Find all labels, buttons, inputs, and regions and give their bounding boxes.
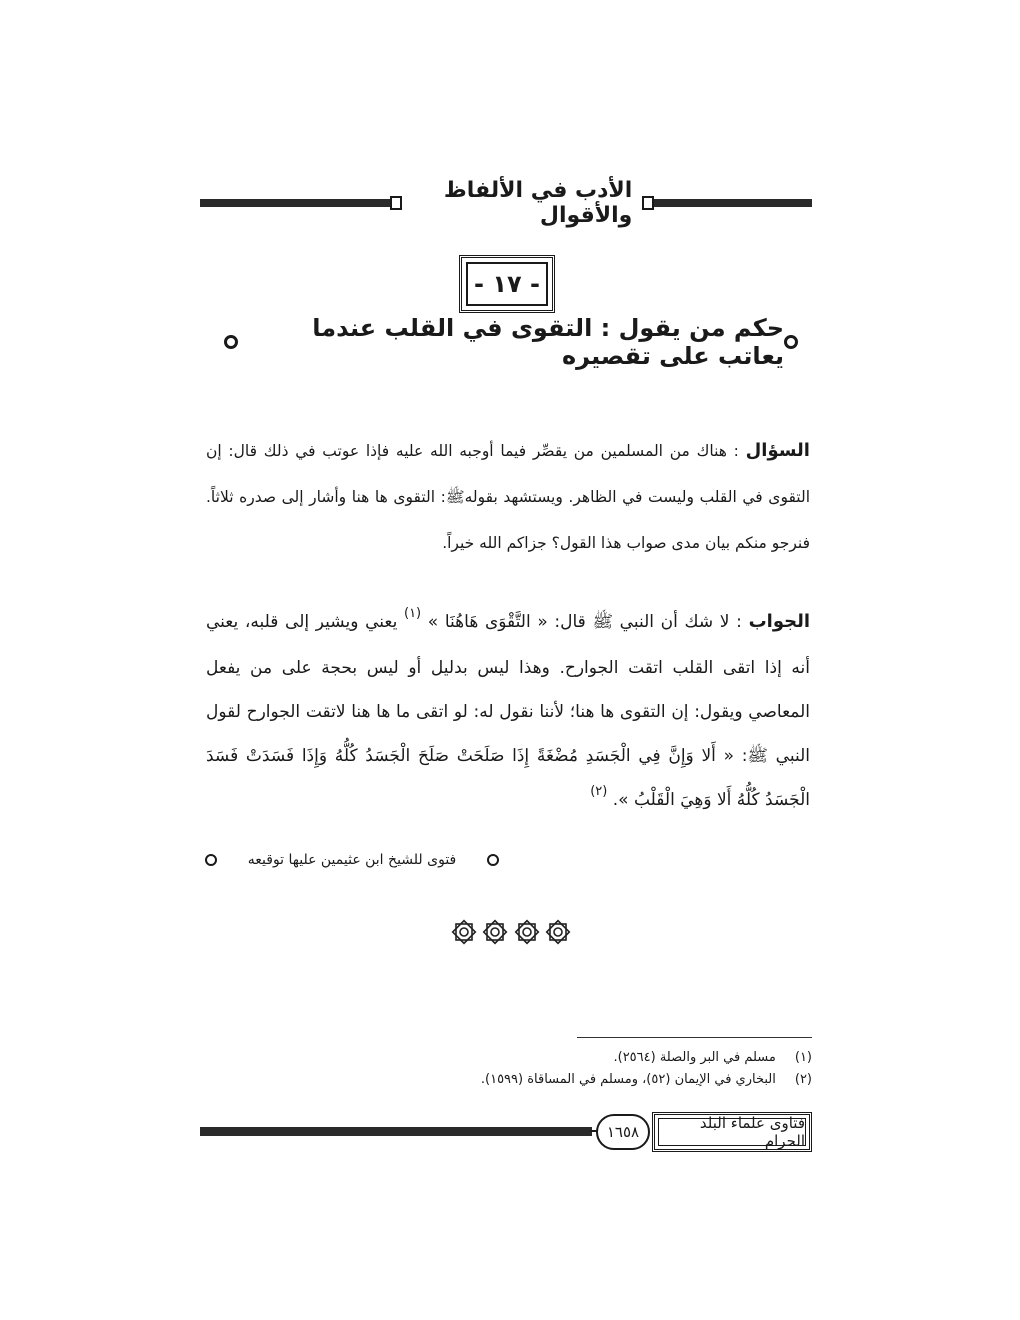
header-rule-left bbox=[200, 199, 390, 207]
question-text: هناك من المسلمين من يقصِّر فيما أوجبه الله عليه فإذا عوتب في ذلك قال: إن التقوى في القلب وليست في الظاهر. ويستشهد بقولهﷺ: التقوى ها هنا وأشار إلى صدره ثلاثاً. فنرجو منكم بيان مدى صواب هذا القول؟ جزاكم الله خيراً. bbox=[206, 442, 810, 552]
header-rule-right bbox=[654, 199, 812, 207]
page-number: ١٦٥٨ bbox=[596, 1114, 650, 1150]
footnote-1-number: (١) bbox=[794, 1050, 812, 1065]
question-title-text: حكم من يقول : التقوى في القلب عندما يعاتب على تقصيره bbox=[312, 314, 784, 370]
footnote-2-text: البخاري في الإيمان (٥٢)، ومسلم في المساقاة (١٥٩٩). bbox=[480, 1072, 776, 1087]
answer-text-3: يعني ويشير إلى قلبه، يعني أنه إذا اتقى القلب اتقت الجوارح. وهذا ليس بدليل أو ليس بحجة على من يفعل المعاصي ويقول: إن التقوى ها هنا؛ لأننا نقول له: لو اتقى ما ها هنا لاتقت الجوارح لقول النبي ﷺ: « bbox=[206, 612, 810, 766]
circle-bullet-icon bbox=[487, 854, 499, 866]
source-text: فتوى للشيخ ابن عثيمين عليها توقيعه bbox=[247, 852, 457, 868]
ornament-star-icon bbox=[481, 915, 509, 949]
footnote-1 bbox=[420, 1048, 812, 1068]
book-title-box bbox=[652, 1112, 812, 1152]
footnote-2-number: (٢) bbox=[794, 1072, 812, 1087]
fatwa-number: - ١٧ - bbox=[466, 262, 548, 306]
source-note bbox=[205, 850, 499, 870]
page-footer bbox=[200, 1112, 812, 1154]
fatwa-number-box bbox=[459, 255, 555, 313]
question-paragraph: السؤال : هناك من المسلمين من يقصِّر فيما أوجبه الله عليه فإذا عوتب في ذلك قال: إن التقوى في القلب وليست في الظاهر. ويستشهد بقولهﷺ: التقوى ها هنا وأشار إلى صدره ثلاثاً. فنرجو منكم بيان مدى صواب هذا القول؟ جزاكم الله خيراً. bbox=[206, 440, 810, 552]
question-title bbox=[224, 314, 798, 370]
ornament-star-icon bbox=[544, 915, 572, 949]
square-bullet-icon bbox=[642, 196, 654, 210]
hadith-quote-1: التَّقْوَى هَاهُنَا bbox=[444, 612, 531, 632]
hadith-quote-2: أَلا وَإِنَّ فِي الْجَسَدِ مُضْغَةً إِذَا صَلَحَتْ صَلَحَ الْجَسَدُ كُلُّهُ وَإِذَا فَسَدَتْ فَسَدَ الْجَسَدُ كُلُّهُ أَلا وَهِيَ الْقَلْبُ bbox=[206, 746, 810, 810]
question-label: السؤال bbox=[745, 440, 810, 461]
square-bullet-icon bbox=[390, 196, 402, 210]
circle-bullet-icon bbox=[205, 854, 217, 866]
answer-label: الجواب bbox=[748, 611, 811, 632]
ornament-star-icon bbox=[450, 915, 478, 949]
footnote-ref-2[interactable]: (٢) bbox=[590, 784, 608, 799]
answer-text-2: » bbox=[427, 612, 439, 632]
footer-rule bbox=[200, 1127, 592, 1136]
answer-paragraph: الجواب : لا شك أن النبي ﷺ قال: « التَّقْوَى هَاهُنَا » $^{(١)}$ يعني ويشير إلى قلبه، يعني أنه إذا اتقى القلب اتقت الجوارح. وهذا ليس بدليل أو ليس بحجة على من يفعل المعاصي ويقول: إن التقوى ها هنا؛ لأننا نقول له: لو اتقى ما ها هنا لاتقت الجوارح لقول النبي ﷺ: « أَلا وَإِنَّ فِي الْجَسَدِ مُضْغَةً إِذَا صَلَحَتْ صَلَحَ الْجَسَدُ كُلُّهُ وَإِذَا فَسَدَتْ فَسَدَ الْجَسَدُ كُلُّهُ أَلا وَهِيَ الْقَلْبُ ». $^{(٢)}$ bbox=[206, 606, 811, 810]
book-title: فتاوى علماء البلد الحرام bbox=[658, 1118, 806, 1146]
answer-text-4: ». bbox=[612, 790, 629, 810]
circle-bullet-icon bbox=[224, 335, 238, 349]
running-header bbox=[200, 178, 812, 228]
footnote-2 bbox=[420, 1070, 812, 1090]
ornament-divider bbox=[450, 915, 572, 949]
header-title-group bbox=[390, 178, 654, 228]
footnote-separator bbox=[577, 1037, 812, 1038]
ornament-star-icon bbox=[513, 915, 541, 949]
answer-text-1: لا شك أن النبي ﷺ قال: « bbox=[537, 612, 730, 632]
header-title: الأدب في الألفاظ والأقوال bbox=[443, 178, 633, 228]
footnote-ref-1[interactable]: (١) bbox=[403, 606, 422, 621]
circle-bullet-icon bbox=[784, 335, 798, 349]
footnote-1-text: مسلم في البر والصلة (٢٥٦٤). bbox=[613, 1050, 776, 1065]
